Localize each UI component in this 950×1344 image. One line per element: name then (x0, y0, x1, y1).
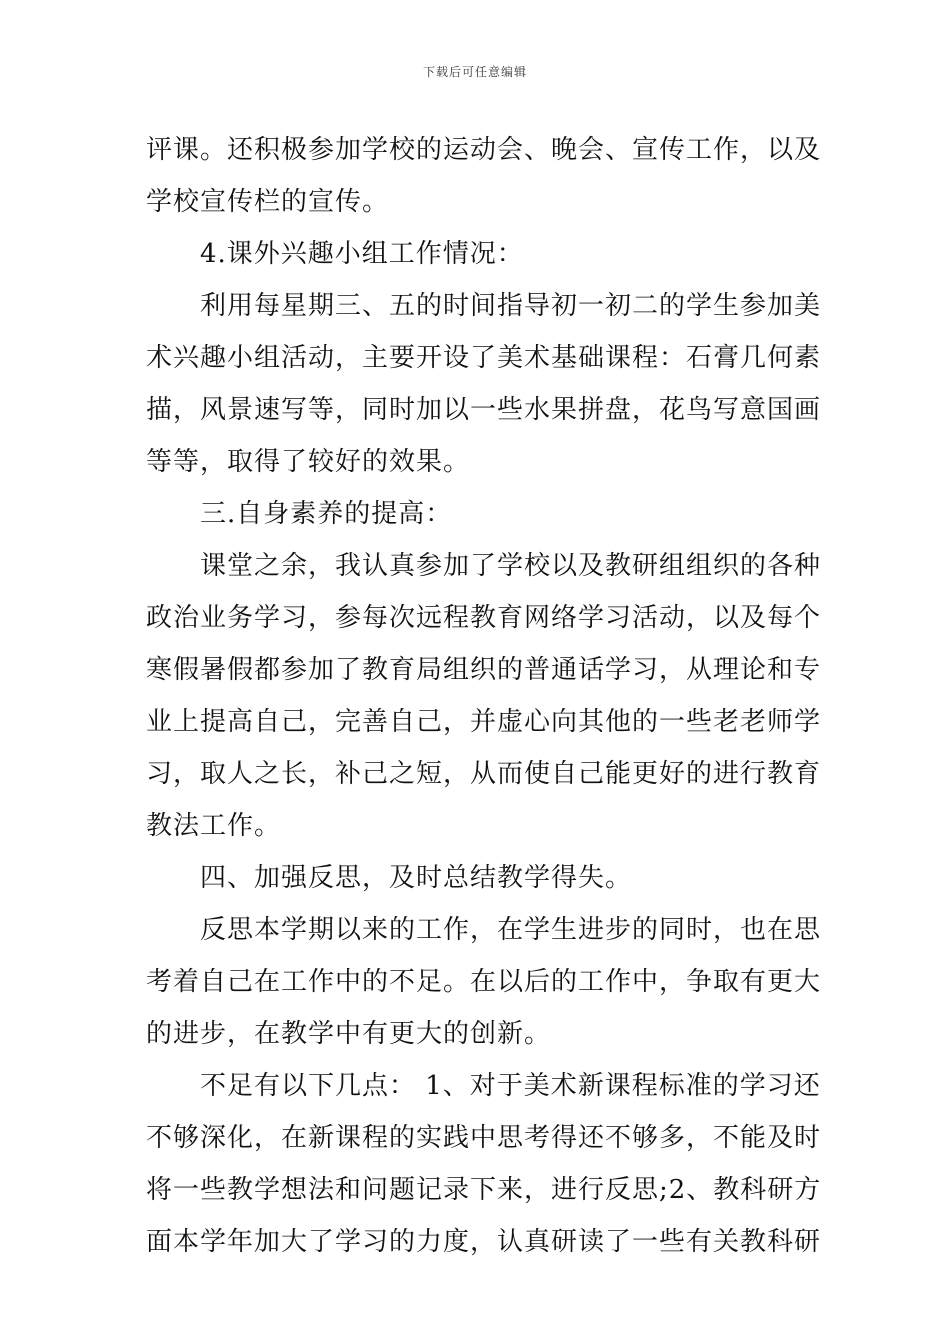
text-line: 将一些教学想法和问题记录下来，进行反思;2、教科研方 (146, 1175, 822, 1205)
text-line: 的进步，在教学中有更大的创新。 (146, 1019, 552, 1049)
text-line: 面本学年加大了学习的力度，认真研读了一些有关教科研 (146, 1227, 822, 1257)
text-line: 不够深化，在新课程的实践中思考得还不够多，不能及时 (146, 1123, 822, 1153)
text-line: 评课。还积极参加学校的运动会、晚会、宣传工作，以及 (146, 135, 822, 165)
document-body (146, 124, 822, 1268)
text-line: 教法工作。 (146, 811, 282, 841)
paragraph-start-line: 课堂之余，我认真参加了学校以及教研组组织的各种 (200, 551, 822, 581)
text-line: 业上提高自己，完善自己，并虚心向其他的一些老老师学 (146, 707, 822, 737)
section-heading: 三.自身素养的提高： (200, 499, 453, 529)
text-line: 考着自己在工作中的不足。在以后的工作中，争取有更大 (146, 967, 822, 997)
text-line: 习，取人之长，补己之短，从而使自己能更好的进行教育 (146, 759, 822, 789)
section-heading: 四、加强反思，及时总结教学得失。 (200, 863, 633, 893)
paragraph-start-line: 反思本学期以来的工作，在学生进步的同时，也在思 (200, 915, 822, 945)
text-line: 描，风景速写等，同时加以一些水果拼盘，花鸟写意国画 (146, 395, 822, 425)
page-header: 下载后可任意编辑 (422, 65, 527, 79)
text-line: 政治业务学习，参每次远程教育网络学习活动，以及每个 (146, 603, 822, 633)
paragraph-start-line: 不足有以下几点： 1、对于美术新课程标准的学习还 (200, 1071, 821, 1101)
text-line: 术兴趣小组活动，主要开设了美术基础课程：石膏几何素 (146, 343, 822, 373)
paragraph-start-line: 利用每星期三、五的时间指导初一初二的学生参加美 (200, 291, 822, 321)
section-heading: 4.课外兴趣小组工作情况： (200, 239, 524, 269)
text-line: 等等，取得了较好的效果。 (146, 447, 471, 477)
text-line: 学校宣传栏的宣传。 (146, 187, 390, 217)
text-line: 寒假暑假都参加了教育局组织的普通话学习，从理论和专 (146, 655, 822, 685)
